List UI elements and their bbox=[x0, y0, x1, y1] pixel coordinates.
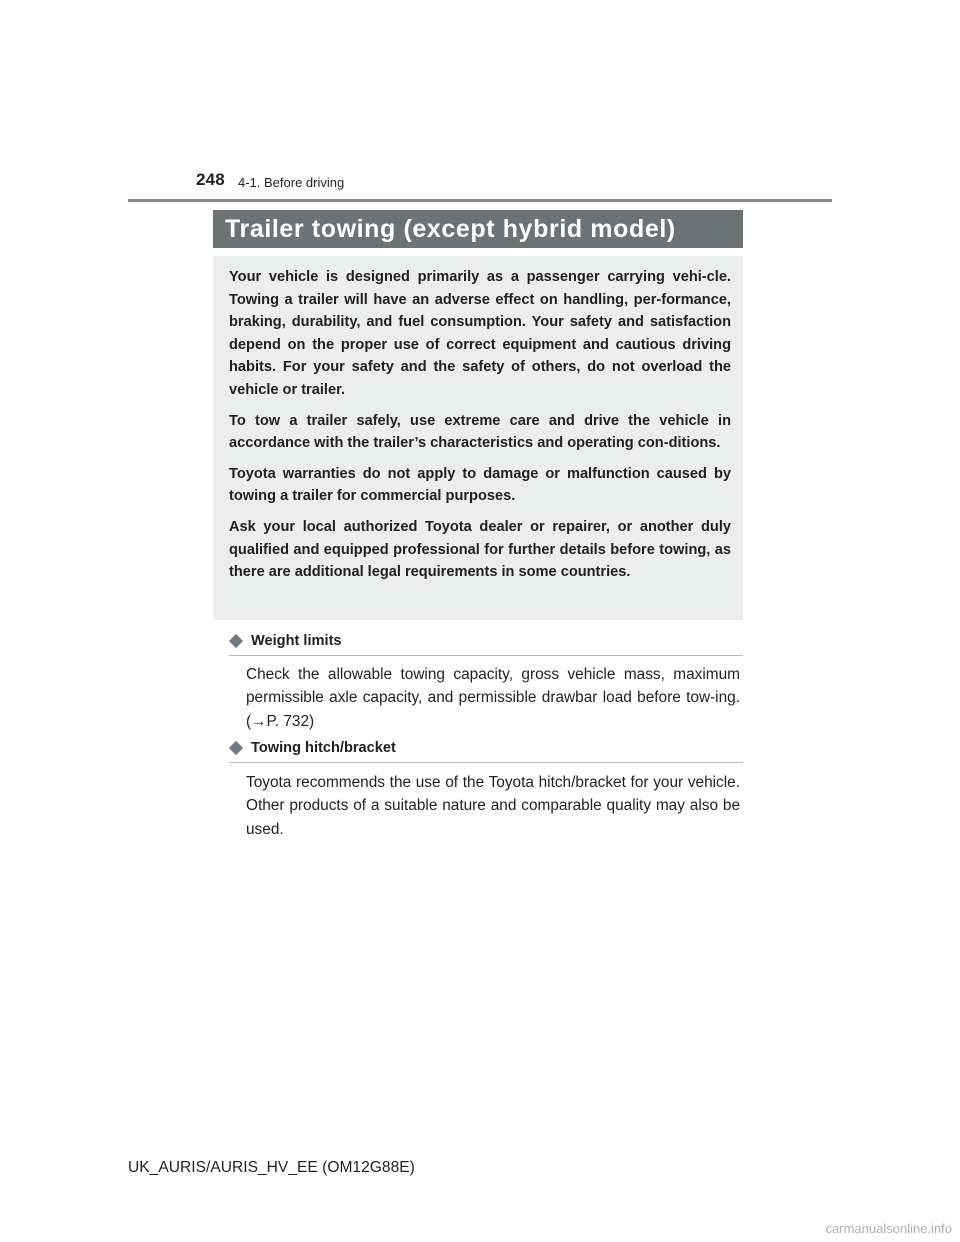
section-body-towing-hitch: Toyota recommends the use of the Toyota hitch/bracket for your vehicle. Other products of a suitable nature and comparable quality may also be used. bbox=[246, 774, 740, 838]
watermark[interactable]: carmanualsonline.info bbox=[825, 1221, 952, 1236]
intro-paragraph: Your vehicle is designed primarily as a passenger carrying vehi-cle. Towing a trailer will have an adverse effect on handling, per-formance, braking, durability, and fuel consumption. Your safety and satisfaction depend on the proper use of correct equipment and cautious driving habits. For your safety and the safety of others, do not overload the vehicle or trailer. bbox=[229, 269, 731, 398]
diamond-bullet-icon bbox=[229, 634, 243, 648]
section-heading-towing-hitch bbox=[229, 739, 743, 763]
footer-model-code: UK_AURIS/AURIS_HV_EE (OM12G88E) bbox=[128, 1159, 415, 1176]
intro-paragraph: Toyota warranties do not apply to damage or malfunction caused by towing a trailer for commercial purposes. bbox=[229, 465, 731, 505]
intro-box bbox=[213, 256, 743, 620]
page-number: 248 bbox=[196, 170, 225, 189]
intro-paragraph: To tow a trailer safely, use extreme care and drive the vehicle in accordance with the trailer’s characteristics and operating con-ditions. bbox=[229, 412, 731, 452]
section-heading-label: Weight limits bbox=[251, 633, 342, 649]
section-heading-weight-limits bbox=[229, 632, 743, 656]
section-body-weight-limits: Check the allowable towing capacity, gross vehicle mass, maximum permissible axle capacity, and permissible drawbar load before tow-ing. (→P. 732) bbox=[246, 666, 740, 730]
breadcrumb: 4-1. Before driving bbox=[238, 175, 345, 190]
header-rule bbox=[128, 199, 832, 202]
intro-paragraph: Ask your local authorized Toyota dealer or repairer, or another duly qualified and equipped professional for further details before towing, as there are additional legal requirements in some countries. bbox=[229, 518, 731, 581]
diamond-bullet-icon bbox=[229, 741, 243, 755]
section-heading-label: Towing hitch/bracket bbox=[251, 740, 396, 756]
page-title: Trailer towing (except hybrid model) bbox=[213, 210, 743, 248]
